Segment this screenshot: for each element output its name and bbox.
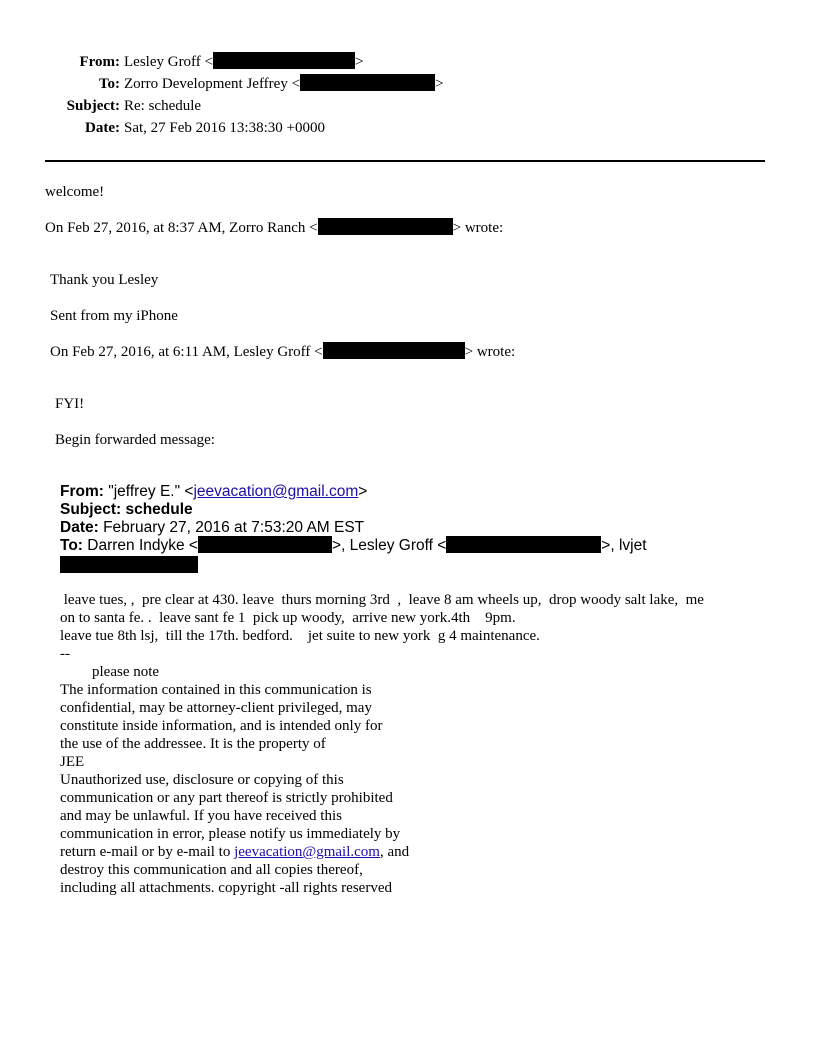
disclaimer-line: The information contained in this communication is: [60, 682, 372, 698]
disclaimer-line: JEE: [60, 754, 85, 770]
fwd-subject: [60, 500, 193, 520]
from-label: From:: [79, 54, 120, 70]
quote-line-lesley: [50, 342, 515, 362]
fwd-to-label: To:: [60, 537, 83, 554]
fwd-to-darren: Darren Indyke <: [87, 537, 198, 554]
redaction-block: [323, 342, 465, 359]
quote-line-zorro: [45, 218, 503, 238]
fwd-subject-label: Subject:: [60, 501, 122, 518]
disclaimer-line: confidential, may be attorney-client privileged, may: [60, 700, 372, 716]
fyi-text: FYI!: [55, 396, 85, 412]
redaction-block: [213, 52, 355, 69]
fwd-from: [60, 482, 367, 502]
to-label: To:: [98, 76, 120, 92]
fwd-date: [60, 518, 364, 538]
quote1-prefix: On Feb 27, 2016, at 8:37 AM, Zorro Ranch <: [45, 220, 318, 236]
disclaimer-line: and may be unlawful. If you have received this: [60, 808, 342, 824]
sent-from-text: Sent from my iPhone: [50, 308, 178, 324]
disclaimer-line: constitute inside information, and is intended only for: [60, 718, 383, 734]
redaction-block: [446, 536, 601, 553]
subject-label: Subject:: [66, 98, 120, 114]
welcome-text: welcome!: [45, 184, 105, 200]
disclaimer-line: communication or any part thereof is strictly prohibited: [60, 790, 393, 806]
header-to: [0, 74, 444, 94]
message-line: leave tues, , pre clear at 430. leave thurs morning 3rd , leave 8 am wheels up, drop woody salt lake, me: [60, 592, 704, 608]
disclaimer-line: destroy this communication and all copies thereof,: [60, 862, 363, 878]
fwd-subject-value: schedule: [125, 501, 193, 518]
from-value: Lesley Groff <: [124, 54, 213, 70]
fwd-to-lvjet: >, lvjet: [601, 537, 647, 554]
disclaimer-line: communication in error, please notify us immediately by: [60, 826, 401, 842]
please-note: please note: [92, 664, 160, 680]
to-close: >: [435, 76, 444, 92]
fwd-date-label: Date:: [60, 519, 99, 536]
fwd-from-email-link[interactable]: jeevacation@gmail.com: [193, 483, 359, 500]
thanks-text: Thank you Lesley: [50, 272, 159, 288]
return-email-link[interactable]: jeevacation@gmail.com: [234, 844, 380, 860]
to-value: Zorro Development Jeffrey <: [124, 76, 301, 92]
fwd-to-lesley: >, Lesley Groff <: [331, 537, 447, 554]
redaction-block: [300, 74, 435, 91]
return-prefix: return e-mail or by e-mail to: [60, 844, 235, 860]
quote2-suffix: > wrote:: [464, 344, 516, 360]
header-from: [0, 52, 363, 72]
disclaimer-return-line: [60, 843, 704, 861]
header-subject: [0, 96, 201, 116]
signature-dash: --: [60, 646, 70, 662]
fwd-from-label: From:: [60, 483, 104, 500]
quote1-suffix: > wrote:: [452, 220, 504, 236]
header-divider: [45, 160, 765, 162]
date-value: Sat, 27 Feb 2016 13:38:30 +0000: [124, 120, 325, 136]
fwd-from-close: >: [358, 483, 368, 500]
header-date: [0, 118, 325, 138]
subject-value: Re: schedule: [124, 98, 202, 114]
redaction-block: [198, 536, 332, 553]
begin-forwarded-text: Begin forwarded message:: [55, 432, 215, 448]
disclaimer-line: including all attachments. copyright -all rights reserved: [60, 880, 392, 896]
message-body: [60, 591, 704, 897]
disclaimer-line: Unauthorized use, disclosure or copying of this: [60, 772, 344, 788]
redaction-block: [318, 218, 453, 235]
message-line: leave tue 8th lsj, till the 17th. bedford. jet suite to new york g 4 maintenance.: [60, 628, 540, 644]
fwd-date-value: February 27, 2016 at 7:53:20 AM EST: [103, 519, 365, 536]
message-line: on to santa fe. . leave sant fe 1 pick up woody, arrive new york.4th 9pm.: [60, 610, 516, 626]
quote2-prefix: On Feb 27, 2016, at 6:11 AM, Lesley Groff <: [50, 344, 323, 360]
disclaimer-line: the use of the addressee. It is the property of: [60, 736, 326, 752]
redaction-block: [60, 556, 198, 573]
date-label: Date:: [85, 120, 120, 136]
from-close: >: [355, 54, 364, 70]
fwd-to: [60, 536, 647, 556]
return-suffix: , and: [379, 844, 410, 860]
fwd-from-name: "jeffrey E." <: [108, 483, 194, 500]
